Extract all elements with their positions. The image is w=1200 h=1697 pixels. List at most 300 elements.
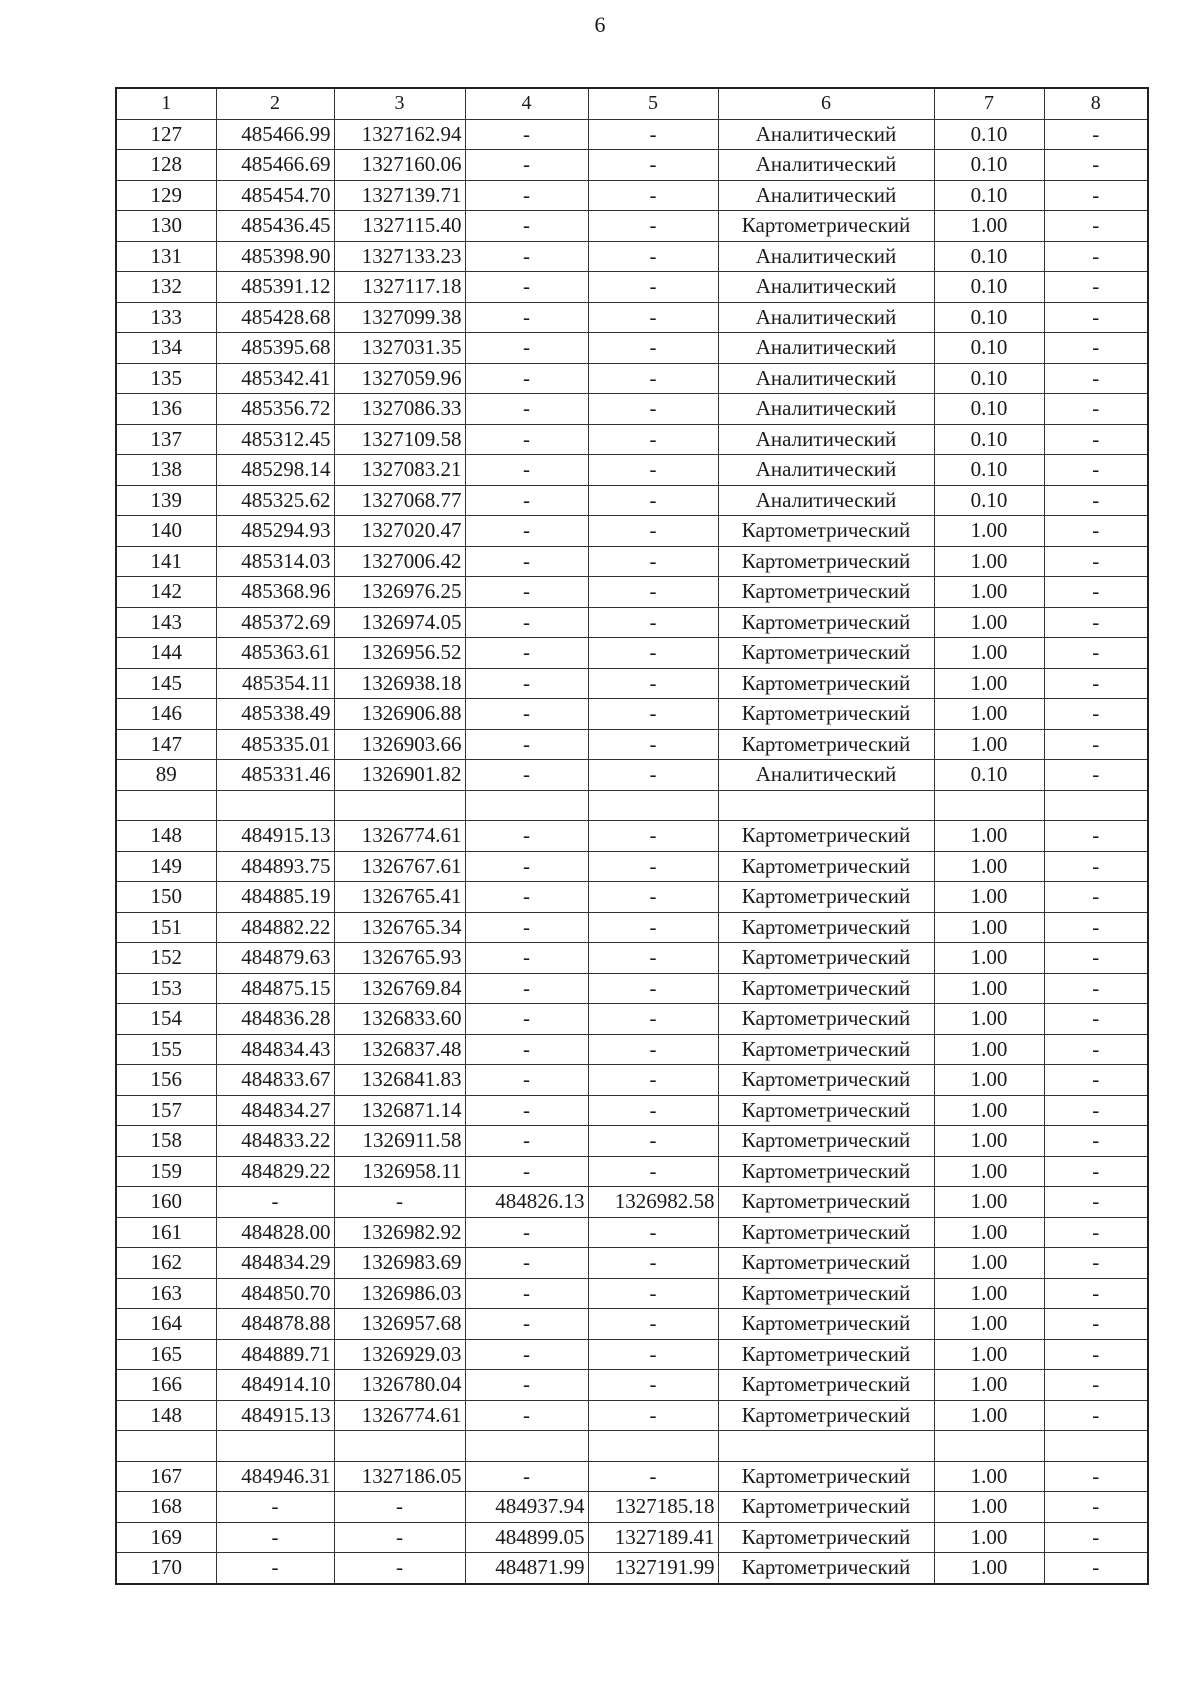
cell-x-coordinate: 485466.69 bbox=[216, 150, 334, 181]
cell-note: - bbox=[1044, 668, 1148, 699]
cell-x-coordinate: 484889.71 bbox=[216, 1339, 334, 1370]
cell-y-coordinate: 1326765.41 bbox=[334, 882, 465, 913]
cell-y-alt: - bbox=[588, 211, 718, 242]
cell-y-alt: - bbox=[588, 180, 718, 211]
cell-point-number: 130 bbox=[116, 211, 216, 242]
cell-note: - bbox=[1044, 1217, 1148, 1248]
table-row bbox=[116, 1034, 1148, 1065]
cell-point-number: 155 bbox=[116, 1034, 216, 1065]
cell-accuracy: 0.10 bbox=[934, 394, 1044, 425]
cell-y-coordinate: 1326841.83 bbox=[334, 1065, 465, 1096]
cell-accuracy: 1.00 bbox=[934, 1309, 1044, 1340]
cell-note: - bbox=[1044, 912, 1148, 943]
table-row bbox=[116, 790, 1148, 821]
cell-method: Картометрический bbox=[718, 882, 934, 913]
cell-x-coordinate: 485335.01 bbox=[216, 729, 334, 760]
cell-y-alt: - bbox=[588, 485, 718, 516]
cell-note: - bbox=[1044, 1553, 1148, 1584]
cell-x-alt: - bbox=[465, 211, 588, 242]
table-row bbox=[116, 1553, 1148, 1584]
cell-x-coordinate: 484915.13 bbox=[216, 1400, 334, 1431]
cell-note: - bbox=[1044, 485, 1148, 516]
cell-note: - bbox=[1044, 241, 1148, 272]
cell-point-number: 159 bbox=[116, 1156, 216, 1187]
cell-x-coordinate: 484885.19 bbox=[216, 882, 334, 913]
header-cell: 2 bbox=[216, 88, 334, 119]
cell-y-alt: - bbox=[588, 424, 718, 455]
cell-point-number: 137 bbox=[116, 424, 216, 455]
cell-x-alt: - bbox=[465, 1034, 588, 1065]
cell-method: Картометрический bbox=[718, 1553, 934, 1584]
cell-x-coordinate: - bbox=[216, 1492, 334, 1523]
cell-x-alt: 484826.13 bbox=[465, 1187, 588, 1218]
cell-method: Картометрический bbox=[718, 1187, 934, 1218]
cell-accuracy: 0.10 bbox=[934, 455, 1044, 486]
cell-method: Аналитический bbox=[718, 760, 934, 791]
cell-point-number: 164 bbox=[116, 1309, 216, 1340]
cell-method: Картометрический bbox=[718, 851, 934, 882]
cell-y-alt: - bbox=[588, 1095, 718, 1126]
cell-y-coordinate: 1327006.42 bbox=[334, 546, 465, 577]
cell-x-alt bbox=[465, 1431, 588, 1462]
cell-note: - bbox=[1044, 1339, 1148, 1370]
cell-point-number: 139 bbox=[116, 485, 216, 516]
table-row bbox=[116, 1278, 1148, 1309]
cell-y-alt: - bbox=[588, 699, 718, 730]
cell-x-alt: - bbox=[465, 1156, 588, 1187]
table-row bbox=[116, 607, 1148, 638]
cell-method: Аналитический bbox=[718, 150, 934, 181]
cell-y-alt: - bbox=[588, 821, 718, 852]
cell-y-coordinate: 1326833.60 bbox=[334, 1004, 465, 1035]
cell-x-coordinate: 484946.31 bbox=[216, 1461, 334, 1492]
cell-accuracy: 1.00 bbox=[934, 1156, 1044, 1187]
cell-accuracy: 0.10 bbox=[934, 272, 1044, 303]
cell-y-alt: - bbox=[588, 1461, 718, 1492]
cell-accuracy: 1.00 bbox=[934, 638, 1044, 669]
cell-point-number: 165 bbox=[116, 1339, 216, 1370]
cell-point-number: 157 bbox=[116, 1095, 216, 1126]
cell-y-alt: - bbox=[588, 455, 718, 486]
cell-note: - bbox=[1044, 1522, 1148, 1553]
cell-note: - bbox=[1044, 363, 1148, 394]
cell-accuracy: 1.00 bbox=[934, 1095, 1044, 1126]
cell-note: - bbox=[1044, 760, 1148, 791]
cell-note: - bbox=[1044, 851, 1148, 882]
cell-y-coordinate: 1327086.33 bbox=[334, 394, 465, 425]
cell-x-coordinate: 485428.68 bbox=[216, 302, 334, 333]
cell-note: - bbox=[1044, 1095, 1148, 1126]
cell-accuracy: 1.00 bbox=[934, 1065, 1044, 1096]
cell-point-number: 89 bbox=[116, 760, 216, 791]
cell-method: Картометрический bbox=[718, 577, 934, 608]
cell-method: Аналитический bbox=[718, 241, 934, 272]
cell-accuracy: 1.00 bbox=[934, 1370, 1044, 1401]
cell-method: Картометрический bbox=[718, 1095, 934, 1126]
cell-x-alt: - bbox=[465, 1126, 588, 1157]
cell-note: - bbox=[1044, 119, 1148, 150]
cell-accuracy: 0.10 bbox=[934, 333, 1044, 364]
cell-x-coordinate: 484875.15 bbox=[216, 973, 334, 1004]
cell-x-coordinate: 485398.90 bbox=[216, 241, 334, 272]
cell-accuracy: 1.00 bbox=[934, 821, 1044, 852]
table-row bbox=[116, 394, 1148, 425]
cell-note: - bbox=[1044, 1065, 1148, 1096]
cell-accuracy: 0.10 bbox=[934, 180, 1044, 211]
cell-x-alt: - bbox=[465, 1278, 588, 1309]
cell-x-alt: - bbox=[465, 668, 588, 699]
cell-accuracy: 1.00 bbox=[934, 1400, 1044, 1431]
cell-method: Аналитический bbox=[718, 485, 934, 516]
cell-note: - bbox=[1044, 1309, 1148, 1340]
cell-x-coordinate: - bbox=[216, 1553, 334, 1584]
cell-point-number: 170 bbox=[116, 1553, 216, 1584]
cell-point-number: 127 bbox=[116, 119, 216, 150]
cell-x-coordinate bbox=[216, 790, 334, 821]
table-row bbox=[116, 180, 1148, 211]
cell-x-coordinate: 484882.22 bbox=[216, 912, 334, 943]
cell-x-coordinate: 485338.49 bbox=[216, 699, 334, 730]
cell-note: - bbox=[1044, 424, 1148, 455]
cell-y-coordinate: 1327186.05 bbox=[334, 1461, 465, 1492]
cell-y-coordinate: 1326958.11 bbox=[334, 1156, 465, 1187]
table-row bbox=[116, 851, 1148, 882]
table-header-row bbox=[116, 88, 1148, 119]
cell-y-alt: - bbox=[588, 1309, 718, 1340]
cell-method: Картометрический bbox=[718, 1034, 934, 1065]
cell-x-alt: - bbox=[465, 821, 588, 852]
cell-x-alt: - bbox=[465, 241, 588, 272]
cell-note: - bbox=[1044, 272, 1148, 303]
cell-accuracy: 1.00 bbox=[934, 1248, 1044, 1279]
cell-y-alt: - bbox=[588, 546, 718, 577]
cell-y-alt: 1326982.58 bbox=[588, 1187, 718, 1218]
cell-point-number: 132 bbox=[116, 272, 216, 303]
cell-x-coordinate: 484893.75 bbox=[216, 851, 334, 882]
cell-note: - bbox=[1044, 302, 1148, 333]
cell-y-coordinate: 1327059.96 bbox=[334, 363, 465, 394]
cell-y-coordinate: 1326929.03 bbox=[334, 1339, 465, 1370]
cell-accuracy: 1.00 bbox=[934, 851, 1044, 882]
cell-y-alt: - bbox=[588, 333, 718, 364]
cell-method: Картометрический bbox=[718, 973, 934, 1004]
cell-y-alt bbox=[588, 790, 718, 821]
cell-accuracy: 0.10 bbox=[934, 363, 1044, 394]
cell-x-coordinate: 484834.29 bbox=[216, 1248, 334, 1279]
cell-y-alt: - bbox=[588, 1156, 718, 1187]
cell-y-alt: - bbox=[588, 973, 718, 1004]
cell-y-coordinate: 1327099.38 bbox=[334, 302, 465, 333]
cell-point-number: 147 bbox=[116, 729, 216, 760]
table-row bbox=[116, 272, 1148, 303]
header-cell: 7 bbox=[934, 88, 1044, 119]
cell-note bbox=[1044, 790, 1148, 821]
cell-note: - bbox=[1044, 1126, 1148, 1157]
cell-x-coordinate: 485363.61 bbox=[216, 638, 334, 669]
table-row bbox=[116, 1339, 1148, 1370]
cell-y-alt: - bbox=[588, 394, 718, 425]
cell-y-coordinate: 1327133.23 bbox=[334, 241, 465, 272]
cell-x-coordinate: 485368.96 bbox=[216, 577, 334, 608]
cell-point-number: 152 bbox=[116, 943, 216, 974]
cell-x-coordinate: 484850.70 bbox=[216, 1278, 334, 1309]
cell-x-alt: 484937.94 bbox=[465, 1492, 588, 1523]
cell-x-coordinate: 484833.67 bbox=[216, 1065, 334, 1096]
cell-y-coordinate: 1326983.69 bbox=[334, 1248, 465, 1279]
cell-accuracy: 1.00 bbox=[934, 577, 1044, 608]
cell-y-alt: 1327185.18 bbox=[588, 1492, 718, 1523]
cell-x-alt: - bbox=[465, 302, 588, 333]
table-row bbox=[116, 211, 1148, 242]
table-row bbox=[116, 577, 1148, 608]
cell-x-alt: - bbox=[465, 272, 588, 303]
cell-x-alt: - bbox=[465, 912, 588, 943]
cell-accuracy: 0.10 bbox=[934, 760, 1044, 791]
cell-y-coordinate: 1326774.61 bbox=[334, 821, 465, 852]
cell-point-number: 161 bbox=[116, 1217, 216, 1248]
cell-point-number: 141 bbox=[116, 546, 216, 577]
cell-y-alt: - bbox=[588, 1339, 718, 1370]
cell-x-coordinate: 485395.68 bbox=[216, 333, 334, 364]
cell-accuracy bbox=[934, 1431, 1044, 1462]
cell-note: - bbox=[1044, 1248, 1148, 1279]
cell-accuracy: 1.00 bbox=[934, 1339, 1044, 1370]
cell-y-alt: - bbox=[588, 272, 718, 303]
cell-method: Картометрический bbox=[718, 607, 934, 638]
cell-x-coordinate: 485391.12 bbox=[216, 272, 334, 303]
cell-accuracy: 0.10 bbox=[934, 485, 1044, 516]
cell-y-coordinate: 1326976.25 bbox=[334, 577, 465, 608]
table-row bbox=[116, 1004, 1148, 1035]
cell-accuracy: 1.00 bbox=[934, 699, 1044, 730]
cell-y-coordinate: 1326774.61 bbox=[334, 1400, 465, 1431]
cell-x-alt: - bbox=[465, 851, 588, 882]
cell-method: Картометрический bbox=[718, 516, 934, 547]
cell-y-coordinate: 1326767.61 bbox=[334, 851, 465, 882]
cell-x-coordinate: 485356.72 bbox=[216, 394, 334, 425]
cell-x-coordinate: 485314.03 bbox=[216, 546, 334, 577]
table-row bbox=[116, 1156, 1148, 1187]
cell-x-coordinate: 485312.45 bbox=[216, 424, 334, 455]
cell-y-alt: - bbox=[588, 1065, 718, 1096]
cell-x-coordinate bbox=[216, 1431, 334, 1462]
cell-note: - bbox=[1044, 455, 1148, 486]
cell-note: - bbox=[1044, 1461, 1148, 1492]
cell-note: - bbox=[1044, 1370, 1148, 1401]
cell-x-alt: - bbox=[465, 1339, 588, 1370]
cell-note: - bbox=[1044, 150, 1148, 181]
cell-accuracy: 1.00 bbox=[934, 546, 1044, 577]
cell-y-coordinate: 1327162.94 bbox=[334, 119, 465, 150]
cell-note: - bbox=[1044, 1034, 1148, 1065]
cell-x-alt: - bbox=[465, 1461, 588, 1492]
cell-method: Картометрический bbox=[718, 1278, 934, 1309]
cell-x-coordinate: 484829.22 bbox=[216, 1156, 334, 1187]
cell-point-number: 135 bbox=[116, 363, 216, 394]
cell-y-alt: - bbox=[588, 1370, 718, 1401]
cell-y-coordinate: 1327068.77 bbox=[334, 485, 465, 516]
cell-method: Картометрический bbox=[718, 1370, 934, 1401]
cell-x-alt: - bbox=[465, 546, 588, 577]
cell-point-number: 145 bbox=[116, 668, 216, 699]
cell-y-coordinate: 1326906.88 bbox=[334, 699, 465, 730]
cell-x-coordinate: 484878.88 bbox=[216, 1309, 334, 1340]
cell-y-alt: 1327189.41 bbox=[588, 1522, 718, 1553]
cell-point-number: 158 bbox=[116, 1126, 216, 1157]
cell-method: Картометрический bbox=[718, 1522, 934, 1553]
cell-y-coordinate: 1327160.06 bbox=[334, 150, 465, 181]
table-row bbox=[116, 119, 1148, 150]
cell-x-alt: - bbox=[465, 577, 588, 608]
cell-accuracy bbox=[934, 790, 1044, 821]
cell-x-alt: - bbox=[465, 699, 588, 730]
cell-note: - bbox=[1044, 638, 1148, 669]
cell-point-number: 148 bbox=[116, 821, 216, 852]
cell-y-alt: - bbox=[588, 241, 718, 272]
cell-x-alt: - bbox=[465, 607, 588, 638]
cell-accuracy: 1.00 bbox=[934, 1034, 1044, 1065]
cell-x-coordinate: 484879.63 bbox=[216, 943, 334, 974]
cell-point-number: 169 bbox=[116, 1522, 216, 1553]
table-row bbox=[116, 638, 1148, 669]
cell-accuracy: 1.00 bbox=[934, 211, 1044, 242]
table-row bbox=[116, 1095, 1148, 1126]
cell-y-coordinate: 1327109.58 bbox=[334, 424, 465, 455]
cell-y-alt: 1327191.99 bbox=[588, 1553, 718, 1584]
cell-x-alt: - bbox=[465, 973, 588, 1004]
cell-accuracy: 1.00 bbox=[934, 1217, 1044, 1248]
cell-method: Картометрический bbox=[718, 1126, 934, 1157]
table-row bbox=[116, 1126, 1148, 1157]
cell-note: - bbox=[1044, 333, 1148, 364]
cell-point-number: 162 bbox=[116, 1248, 216, 1279]
cell-x-alt: - bbox=[465, 1065, 588, 1096]
table-row bbox=[116, 363, 1148, 394]
cell-x-alt: - bbox=[465, 638, 588, 669]
cell-y-coordinate: 1326903.66 bbox=[334, 729, 465, 760]
cell-accuracy: 1.00 bbox=[934, 516, 1044, 547]
cell-accuracy: 1.00 bbox=[934, 912, 1044, 943]
cell-accuracy: 1.00 bbox=[934, 729, 1044, 760]
table-row bbox=[116, 1461, 1148, 1492]
cell-point-number: 131 bbox=[116, 241, 216, 272]
cell-point-number: 160 bbox=[116, 1187, 216, 1218]
cell-point-number: 128 bbox=[116, 150, 216, 181]
cell-x-alt: - bbox=[465, 760, 588, 791]
cell-y-coordinate: - bbox=[334, 1522, 465, 1553]
cell-y-coordinate: - bbox=[334, 1553, 465, 1584]
table-row bbox=[116, 1400, 1148, 1431]
cell-y-coordinate: 1327115.40 bbox=[334, 211, 465, 242]
cell-accuracy: 0.10 bbox=[934, 424, 1044, 455]
cell-point-number: 140 bbox=[116, 516, 216, 547]
table-row bbox=[116, 1065, 1148, 1096]
cell-x-coordinate: 485454.70 bbox=[216, 180, 334, 211]
cell-method: Картометрический bbox=[718, 546, 934, 577]
table-row bbox=[116, 1248, 1148, 1279]
cell-method: Картометрический bbox=[718, 1461, 934, 1492]
cell-method bbox=[718, 790, 934, 821]
table-row bbox=[116, 973, 1148, 1004]
cell-note: - bbox=[1044, 1400, 1148, 1431]
cell-x-alt: - bbox=[465, 485, 588, 516]
cell-note: - bbox=[1044, 1156, 1148, 1187]
table-row bbox=[116, 485, 1148, 516]
cell-y-coordinate: 1326769.84 bbox=[334, 973, 465, 1004]
cell-x-alt: 484899.05 bbox=[465, 1522, 588, 1553]
cell-x-coordinate: 484828.00 bbox=[216, 1217, 334, 1248]
cell-y-alt: - bbox=[588, 577, 718, 608]
page-number: 6 bbox=[594, 12, 606, 37]
cell-x-coordinate: 485436.45 bbox=[216, 211, 334, 242]
table-body bbox=[116, 88, 1148, 1584]
table-row bbox=[116, 882, 1148, 913]
cell-accuracy: 0.10 bbox=[934, 302, 1044, 333]
cell-note: - bbox=[1044, 394, 1148, 425]
cell-y-alt: - bbox=[588, 1248, 718, 1279]
cell-x-coordinate: 484915.13 bbox=[216, 821, 334, 852]
cell-y-alt: - bbox=[588, 1126, 718, 1157]
cell-note: - bbox=[1044, 516, 1148, 547]
cell-method: Картометрический bbox=[718, 1156, 934, 1187]
cell-y-alt: - bbox=[588, 912, 718, 943]
cell-x-coordinate: 485354.11 bbox=[216, 668, 334, 699]
table-row bbox=[116, 699, 1148, 730]
cell-note: - bbox=[1044, 1278, 1148, 1309]
cell-y-coordinate: 1327020.47 bbox=[334, 516, 465, 547]
cell-point-number: 156 bbox=[116, 1065, 216, 1096]
table-row bbox=[116, 1431, 1148, 1462]
cell-y-alt: - bbox=[588, 1034, 718, 1065]
cell-y-coordinate: 1326911.58 bbox=[334, 1126, 465, 1157]
cell-point-number: 153 bbox=[116, 973, 216, 1004]
cell-y-alt: - bbox=[588, 302, 718, 333]
cell-method: Картометрический bbox=[718, 1065, 934, 1096]
cell-x-alt: - bbox=[465, 1095, 588, 1126]
cell-y-alt: - bbox=[588, 516, 718, 547]
cell-y-coordinate: 1327083.21 bbox=[334, 455, 465, 486]
cell-method: Картометрический bbox=[718, 1004, 934, 1035]
header-cell: 6 bbox=[718, 88, 934, 119]
cell-method: Аналитический bbox=[718, 455, 934, 486]
cell-note bbox=[1044, 1431, 1148, 1462]
cell-y-coordinate: 1326765.34 bbox=[334, 912, 465, 943]
cell-x-alt: - bbox=[465, 455, 588, 486]
table-row bbox=[116, 302, 1148, 333]
table-row bbox=[116, 912, 1148, 943]
table-row bbox=[116, 546, 1148, 577]
cell-method: Картометрический bbox=[718, 1309, 934, 1340]
cell-note: - bbox=[1044, 1492, 1148, 1523]
cell-point-number: 150 bbox=[116, 882, 216, 913]
cell-accuracy: 1.00 bbox=[934, 973, 1044, 1004]
cell-point-number: 134 bbox=[116, 333, 216, 364]
cell-note: - bbox=[1044, 211, 1148, 242]
cell-y-coordinate: 1326901.82 bbox=[334, 760, 465, 791]
cell-x-coordinate: 484833.22 bbox=[216, 1126, 334, 1157]
cell-y-alt: - bbox=[588, 119, 718, 150]
cell-point-number: 144 bbox=[116, 638, 216, 669]
cell-point-number: 129 bbox=[116, 180, 216, 211]
cell-x-alt: - bbox=[465, 333, 588, 364]
table-row bbox=[116, 729, 1148, 760]
cell-y-coordinate: 1327117.18 bbox=[334, 272, 465, 303]
cell-x-alt: - bbox=[465, 150, 588, 181]
header-cell: 8 bbox=[1044, 88, 1148, 119]
cell-accuracy: 1.00 bbox=[934, 943, 1044, 974]
cell-note: - bbox=[1044, 943, 1148, 974]
cell-x-coordinate: 485372.69 bbox=[216, 607, 334, 638]
